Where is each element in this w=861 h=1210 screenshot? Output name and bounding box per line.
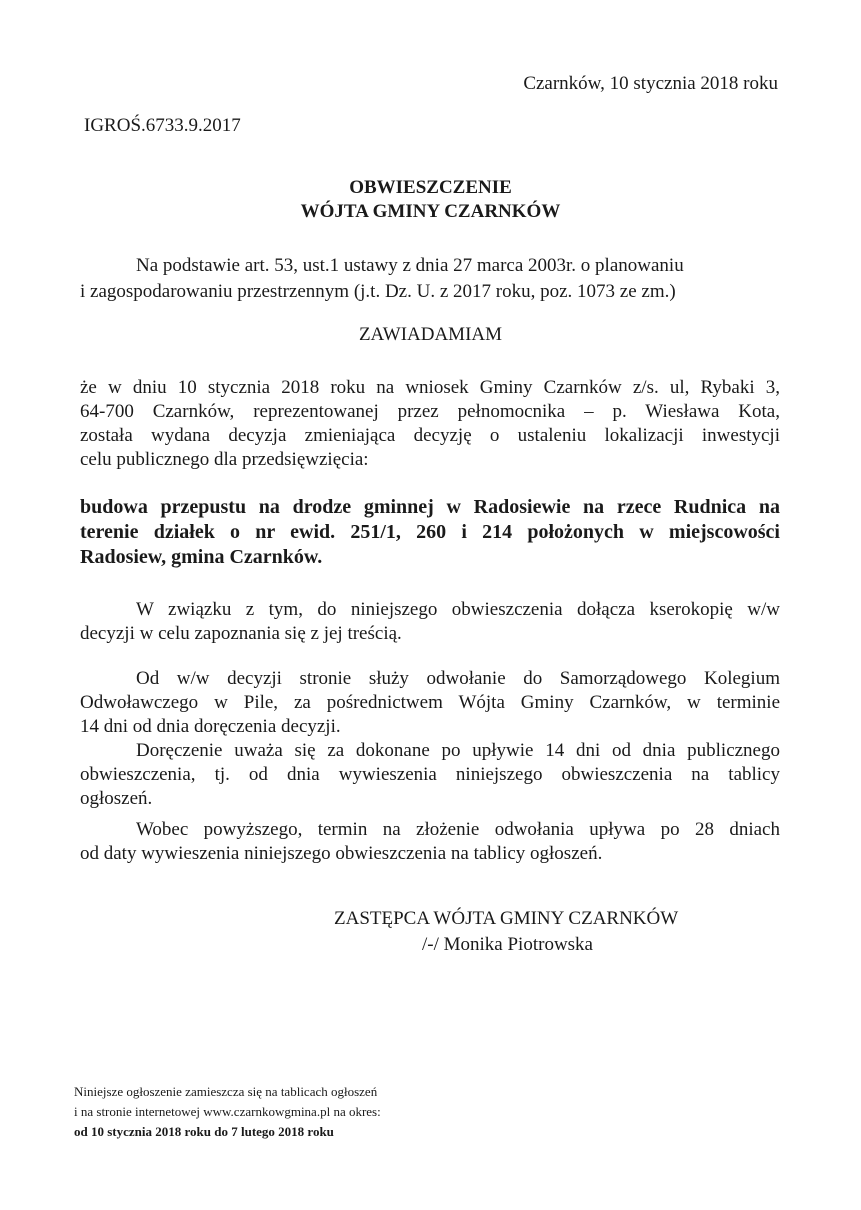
deadline-paragraph	[80, 818, 780, 866]
project-line-1: budowa przepustu na drodze gminnej w Radosiewie na rzece Rudnica na	[80, 496, 780, 518]
document-title	[0, 176, 861, 224]
footer-note	[74, 1082, 381, 1142]
delivery-paragraph	[80, 739, 780, 811]
legal-basis-line-2: i zagospodarowaniu przestrzennym (j.t. Dz. U. z 2017 roku, poz. 1073 ze zm.)	[80, 281, 676, 302]
deadline-line-1: Wobec powyższego, termin na złożenie odwołania upływa po 28 dniach	[136, 819, 780, 840]
title-line-2: WÓJTA GMINY CZARNKÓW	[300, 201, 561, 222]
footer-line-3: od 10 stycznia 2018 roku do 7 lutego 2018 roku	[74, 1124, 334, 1139]
footer-line-1: Niniejsze ogłoszenie zamieszcza się na tablicach ogłoszeń	[74, 1084, 378, 1099]
project-line-3: Radosiew, gmina Czarnków.	[80, 546, 323, 568]
decision-line-4: celu publicznego dla przedsięwzięcia:	[80, 449, 369, 470]
reference-number: IGROŚ.6733.9.2017	[84, 115, 241, 136]
delivery-line-2: obwieszczenia, tj. od dnia wywieszenia niniejszego obwieszczenia na tablicy	[80, 764, 780, 785]
signatory-role: ZASTĘPCA WÓJTA GMINY CZARNKÓW	[334, 908, 679, 929]
decision-paragraph	[80, 376, 780, 472]
appeal-line-1: Od w/w decyzji stronie służy odwołanie do Samorządowego Kolegium	[136, 668, 780, 689]
footer-line-2: i na stronie internetowej www.czarnkowgmina.pl na okres:	[74, 1104, 381, 1119]
decision-line-2: 64-700 Czarnków, reprezentowanej przez pełnomocnika – p. Wiesława Kota,	[80, 401, 780, 422]
legal-basis-line-1: Na podstawie art. 53, ust.1 ustawy z dnia 27 marca 2003r. o planowaniu	[136, 255, 684, 276]
place-and-date: Czarnków, 10 stycznia 2018 roku	[523, 73, 778, 94]
signatory-name: /-/ Monika Piotrowska	[422, 934, 593, 955]
announcement-heading: ZAWIADAMIAM	[358, 324, 503, 345]
delivery-line-1: Doręczenie uważa się za dokonane po upływie 14 dni od dnia publicznego	[136, 740, 780, 761]
delivery-line-3: ogłoszeń.	[80, 788, 153, 809]
copy-line-2: decyzji w celu zapoznania się z jej treścią.	[80, 623, 402, 644]
signature-block	[334, 906, 678, 958]
appeal-paragraph	[80, 667, 780, 739]
decision-line-3: została wydana decyzja zmieniająca decyzję o ustaleniu lokalizacji inwestycji	[80, 425, 780, 446]
project-description	[80, 495, 780, 570]
legal-basis-paragraph	[80, 253, 780, 305]
project-line-2: terenie działek o nr ewid. 251/1, 260 i 214 położonych w miejscowości	[80, 521, 780, 543]
decision-line-1: że w dniu 10 stycznia 2018 roku na wniosek Gminy Czarnków z/s. ul, Rybaki 3,	[80, 377, 780, 398]
title-line-1: OBWIESZCZENIE	[349, 177, 512, 198]
appeal-line-3: 14 dni od dnia doręczenia decyzji.	[80, 716, 341, 737]
copy-line-1: W związku z tym, do niniejszego obwieszczenia dołącza kserokopię w/w	[136, 599, 780, 620]
deadline-line-2: od daty wywieszenia niniejszego obwieszczenia na tablicy ogłoszeń.	[80, 843, 603, 864]
appeal-line-2: Odwoławczego w Pile, za pośrednictwem Wójta Gminy Czarnków, w terminie	[80, 692, 780, 713]
copy-paragraph	[80, 598, 780, 646]
